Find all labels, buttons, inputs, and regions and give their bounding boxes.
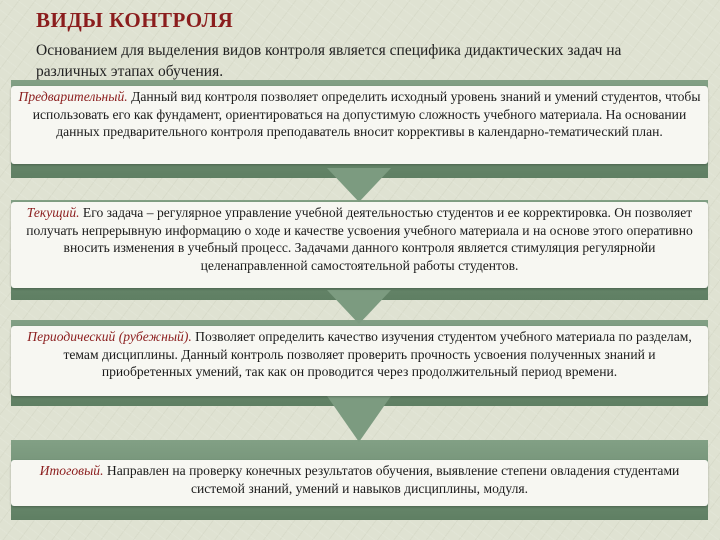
flow-arrow-1 [327,168,391,202]
stage-box-final [11,460,708,506]
flow-arrow-2 [327,290,391,324]
stage-text: Позволяет определить качество изучения студентом учебного материала по разделам, темам дисциплины. Данный контроль позволяет проверить прочность усвоения полученных знаний и приобретенных умений, так как он проводится через продолжительный период времени. [63,329,692,379]
stage-label: Предварительный. [18,89,128,104]
stage-box-periodic [11,326,708,396]
stage-text: Его задача – регулярное управление учебной деятельностью студентов и ее корректировка. Он позволяет получать непрерывную информацию о ходе и качестве усвоения учебного материала и на основе этого оперативно вносить изменения в учебный процесс. Задачами данного контроля является стимуляция регулярнойи целенаправленной самостоятельной работы студентов. [26,205,693,273]
flow-arrow-3 [327,396,391,442]
stage-text: Данный вид контроля позволяет определить исходный уровень знаний и умений студентов, чтобы использовать его как фундамент, ориентироваться на допустимую сложность учебного материала. На основании данных предварительного контроля преподаватель вносит коррективы в календарно-тематический план. [32,89,701,139]
stage-text: Направлен на проверку конечных результатов обучения, выявление степени овладения студентами системой знаний, умений и навыков дисциплины, модуля. [103,463,680,496]
stage-box-current [11,202,708,288]
intro-text: Основанием для выделения видов контроля является специфика дидактических задач на различных этапах обучения. [36,42,622,80]
slide-title: ВИДЫ КОНТРОЛЯ [36,8,234,32]
stage-box-preliminary [11,86,708,164]
stage-label: Итоговый. [39,463,104,478]
stage-label: Текущий. [26,205,80,220]
stage-label: Периодический (рубежный). [27,329,192,344]
